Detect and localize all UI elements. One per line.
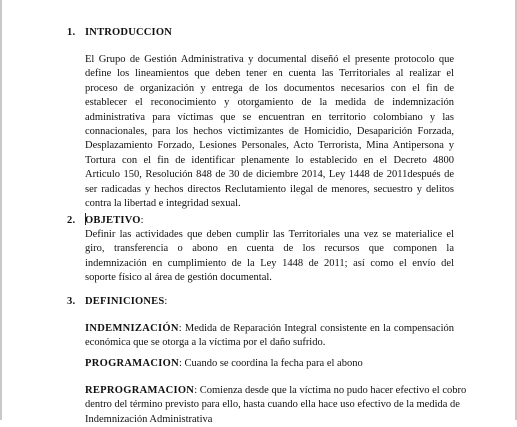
section-title: OBJETIVO bbox=[85, 215, 141, 226]
intro-line: establecer el reconocimiento y otorgamiento de la medida de indemnización bbox=[85, 97, 454, 109]
definition-term: REPROGRAMACION bbox=[85, 385, 195, 396]
intro-line: proceso de organización y entrega de los documentos necesarios con el fin de bbox=[85, 82, 454, 94]
definition-programacion[interactable] bbox=[85, 357, 454, 371]
definition-text: : Cuando se coordina la fecha para el abono bbox=[179, 358, 363, 369]
intro-line: administrativa para víctimas que se encuentran en territorio colombiano y las bbox=[85, 111, 454, 123]
intro-line: contra la libertad e integridad sexual. bbox=[85, 198, 241, 210]
section-heading-objetivo bbox=[67, 215, 144, 226]
intro-line: Articulo 150, Resolución 848 de 30 de diciembre 2014, Ley 1448 de 2011después de bbox=[85, 169, 454, 181]
intro-line: Tortura con el fin de identificar plenamente lo establecido en el Decreto 4800 bbox=[85, 154, 454, 166]
intro-line: connacionales, para los hechos victimizantes de Homicidio, Desaparición Forzada, bbox=[85, 126, 454, 138]
section-title-colon: : bbox=[164, 296, 168, 307]
definition-text: : Comienza desde que la víctima no pudo hacer efectivo el cobro bbox=[194, 385, 467, 396]
objetivo-line: giro, transferencia o abono en cuenta de los recursos que componen la bbox=[85, 243, 454, 255]
definition-reprogramacion[interactable] bbox=[85, 384, 467, 427]
definition-term: PROGRAMACION bbox=[85, 358, 180, 369]
definition-text: : Medida de Reparación Integral consistente en la compensación bbox=[178, 323, 454, 334]
intro-line: ser radicadas y hechos directos Reclutamiento ilegal de menores, secuestro y delitos bbox=[85, 183, 454, 195]
section-number: 1. bbox=[67, 27, 76, 38]
intro-line: Desplazamiento Forzado, Lesiones Personales, Acto Terrorista, Mina Antipersona y bbox=[85, 140, 454, 152]
objetivo-line: soporte físico al área de gestión documental. bbox=[85, 272, 272, 284]
objetivo-line: indemnización en cumplimiento de la Ley 1448 de 2011; así como el envío del bbox=[85, 257, 454, 269]
definition-text: dentro del término previsto para ello, hasta cuando ella hace uso efectivo de la medida de bbox=[85, 399, 460, 411]
section-heading-definiciones bbox=[67, 296, 168, 307]
section-title: INTRODUCCION bbox=[85, 27, 172, 38]
definition-text: económica que se otorga a la víctima por el daño sufrido. bbox=[85, 337, 326, 349]
section-number: 2. bbox=[67, 215, 76, 226]
definition-term: INDEMNIZACIÓN bbox=[85, 323, 179, 334]
section-title-colon: : bbox=[140, 215, 144, 226]
intro-paragraph[interactable] bbox=[85, 53, 454, 211]
intro-line: El Grupo de Gestión Administrativa y documental diseñó el presente protocolo que bbox=[85, 54, 454, 65]
objetivo-line: Definir las actividades que deben cumplir las Territoriales una vez se materialice el bbox=[85, 229, 454, 240]
section-heading-introduccion bbox=[67, 27, 172, 38]
definition-indemnizacion[interactable] bbox=[85, 322, 454, 351]
section-title: DEFINICIONES bbox=[85, 296, 165, 307]
intro-line: define los lineamientos que deben tener en cuenta las Territoriales al realizar el bbox=[85, 68, 454, 80]
definition-text: Indemnización Administrativa bbox=[85, 413, 213, 425]
section-number: 3. bbox=[67, 296, 76, 307]
objetivo-paragraph[interactable] bbox=[85, 228, 454, 286]
